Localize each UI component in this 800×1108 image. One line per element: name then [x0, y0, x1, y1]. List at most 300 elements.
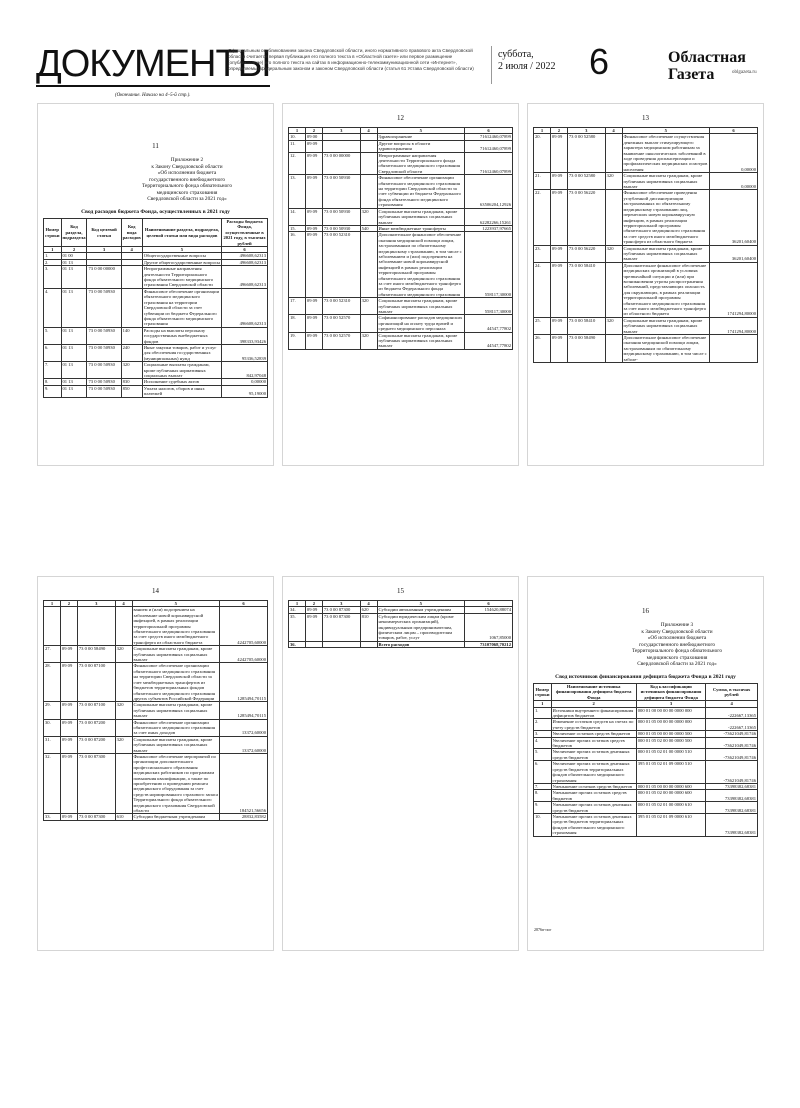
column-number: 4: [706, 701, 758, 707]
doc-page-15: [282, 576, 519, 951]
table-cell: Увеличение прочих остатков денежных средств бюджетов: [551, 749, 636, 761]
appendix-line: Приложение 2: [170, 157, 204, 163]
column-header: Номер строки: [44, 219, 62, 247]
column-number: 2: [305, 128, 322, 134]
table-cell: 3.: [44, 266, 62, 289]
table-row: [44, 753, 268, 813]
table-cell: 73 0 00 56220: [567, 190, 605, 245]
table-cell: Дополнительное финансовое обеспечение медицинских организаций в условиях чрезвычайной ситуации и (или) при возникновении угрозы распространения заболеваний, представляющих опасность для окружающих, в рамках реализации территориальной программы обязательного медицинского страхования за счет иного межбюджетного трансферта из областного бюджета: [622, 262, 710, 317]
table-cell: Субсидии юридическим лицам (кроме некоммерческих организаций), индивидуальным предпринимателям, физическим лицам – производителям товаров, работ, услуг: [377, 613, 465, 641]
expenses-table: [43, 218, 268, 398]
table-cell: 395 01 05 02 01 09 0000 510: [636, 761, 706, 784]
table-cell: 23.: [534, 245, 551, 262]
table-cell: 5.: [534, 749, 552, 761]
table-cell: Социальные выплаты гражданам, кроме публичных нормативных социальных выплат: [377, 332, 465, 349]
table-cell: 14.: [289, 208, 306, 225]
table-row: [44, 814, 268, 820]
column-number: 3: [322, 128, 360, 134]
table-cell: 0,00000: [710, 134, 758, 173]
table-cell: 496608,62313: [222, 288, 268, 327]
table-cell: 16.: [289, 232, 306, 298]
table-cell: 73 0 00 52580: [567, 134, 605, 173]
table-cell: 09 09: [60, 736, 77, 753]
table-cell: 62282266,15261: [465, 208, 513, 225]
table-row: [534, 707, 758, 719]
table-row: [289, 152, 513, 175]
table-cell: 1.: [44, 253, 62, 259]
table-row: [44, 663, 268, 702]
table-cell: 000 01 05 02 01 00 0000 610: [636, 802, 706, 814]
appendix-caption: [601, 622, 753, 668]
doc-page-13: [527, 103, 764, 466]
table-row: [534, 335, 758, 363]
table-cell: 33.: [44, 814, 61, 820]
table-cell: 000 01 05 00 00 00 0000 000: [636, 719, 706, 731]
table-cell: 73 0 00 87300: [322, 613, 360, 641]
table-cell: 73 0 00 87200: [77, 719, 115, 736]
table-cell: 71612460,07899: [465, 140, 513, 152]
table-cell: 000 01 05 02 00 00 0000 500: [636, 737, 706, 749]
column-header: Код классификации источников финансирования дефицита бюджета Фонда: [636, 684, 706, 701]
table-cell: 1285494,70115: [220, 663, 268, 702]
table-cell: 184521,56656: [220, 753, 268, 813]
expenses-table: [533, 127, 758, 363]
column-number: 5: [377, 601, 465, 607]
continuation-note: (Окончание. Начало на 4–5-й стр.).: [115, 93, 191, 98]
table-row: [534, 317, 758, 334]
table-row: [289, 140, 513, 152]
table-cell: [605, 134, 622, 173]
page-number: 6: [589, 41, 610, 82]
table-title: Свод расходов бюджета Фонда, осуществленных в 2021 году: [81, 208, 230, 215]
table-cell: 73 0 00 52310: [322, 232, 360, 298]
table-cell: [360, 315, 377, 332]
column-number: 1: [289, 128, 306, 134]
table-cell: 73 0 00 50930: [87, 362, 121, 379]
table-row: [289, 613, 513, 641]
table-cell: 09 09: [305, 315, 322, 332]
table-cell: 73 0 00 87200: [77, 736, 115, 753]
doc-page-number: 12: [397, 114, 404, 122]
table-cell: Софинансирование расходов медицинских организаций на оплату труда врачей и среднего медицинского персонала: [377, 315, 465, 332]
table-cell: 13372,60000: [220, 719, 268, 736]
column-number: 6: [710, 128, 758, 134]
table-cell: 71612460,07899: [465, 152, 513, 175]
table-cell: 09 09: [305, 613, 322, 641]
table-row: [289, 175, 513, 208]
column-number: 3: [567, 128, 605, 134]
column-number: 1: [534, 128, 551, 134]
table-cell: 2.: [44, 259, 62, 265]
table-cell: -73621049,81746: [706, 731, 758, 737]
column-number: 3: [87, 247, 121, 253]
table-cell: 09 09: [60, 753, 77, 813]
table-cell: [115, 753, 132, 813]
appendix-line: медицинского страхования: [646, 654, 708, 661]
newspaper-site: oblgazeta.ru: [732, 70, 757, 75]
table-cell: Другие вопросы в области здравоохранения: [377, 140, 465, 152]
table-cell: 73 0 00 58410: [567, 317, 605, 334]
table-cell: 01 13: [61, 385, 87, 397]
table-cell: 320: [115, 702, 132, 719]
table-cell: 000 01 05 02 00 00 0000 600: [636, 790, 706, 802]
column-number: 2: [551, 701, 636, 707]
table-cell: Увеличение прочих остатков средств бюджетов: [551, 737, 636, 749]
table-cell: 09 09: [305, 607, 322, 613]
table-row: [44, 736, 268, 753]
table-cell: 6.: [44, 344, 62, 361]
table-cell: 44547,77802: [465, 315, 513, 332]
table-cell: [360, 152, 377, 175]
table-cell: -73621049,81746: [706, 737, 758, 749]
table-cell: Дополнительное финансовое обеспечение оказания медицинской помощи лицам, застрахованным по обязательному медицинскому страхованию, в том числе с заболеванием и (или) подозрением на заболевание новой коронавирусной инфекцией в рамках реализации территориальной программы обязательного медицинского страхования за счет иного межбюджетного трансферта из бюджета Федерального фонда обязательного медицинского страхования: [377, 232, 465, 298]
table-cell: 09 09: [60, 814, 77, 820]
doc-page-number: 15: [397, 587, 404, 595]
table-cell: 09 09: [305, 232, 322, 298]
table-cell: 09 09: [60, 646, 77, 663]
doc-page-11: [37, 103, 274, 466]
table-cell: 35.: [289, 613, 306, 641]
table-cell: 1285494,70115: [220, 702, 268, 719]
table-cell: 1067,85000: [465, 613, 513, 641]
table-cell: 320: [360, 208, 377, 225]
column-number: 3: [77, 601, 115, 607]
doc-page-number: 11: [152, 142, 159, 150]
table-cell: 09 09: [550, 262, 567, 317]
table-row: [44, 327, 268, 344]
column-number: 2: [550, 128, 567, 134]
appendix-line: «Об исполнении бюджета: [157, 170, 217, 176]
table-row: [289, 332, 513, 349]
table-cell: 240: [121, 344, 142, 361]
table-cell: Социальные выплаты гражданам, кроме публичных нормативных социальных выплат: [132, 736, 220, 753]
table-cell: Социальные выплаты гражданам, кроме публичных нормативных социальных выплат: [132, 646, 220, 663]
table-cell: 09 09: [550, 190, 567, 245]
table-cell: 73 0 00 50930: [322, 175, 360, 208]
table-cell: 25.: [534, 317, 551, 334]
issue-date: [498, 49, 555, 73]
page-header: [36, 40, 766, 90]
table-cell: 73398382,68381: [706, 783, 758, 789]
table-cell: 09 09: [305, 225, 322, 231]
column-number: 1: [534, 701, 552, 707]
table-row: [44, 288, 268, 327]
doc-page-number: 16: [642, 607, 649, 615]
table-cell: 10.: [534, 813, 552, 836]
table-cell: 31.: [44, 736, 61, 753]
table-cell: 09 09: [305, 208, 322, 225]
doc-page-12: [282, 103, 519, 466]
table-cell: 9.: [534, 802, 552, 814]
table-cell: 13372,60000: [220, 736, 268, 753]
table-row: [534, 737, 758, 749]
appendix-line: Свердловской области за 2021 год»: [147, 196, 227, 202]
table-row: [534, 731, 758, 737]
column-header: Код вида расходов: [121, 219, 142, 247]
table-cell: Социальные выплаты гражданам, кроме публичных нормативных социальных выплат: [622, 317, 710, 334]
table-cell: 73 0 00 52580: [567, 173, 605, 190]
table-cell: Субсидии бюджетным учреждениям: [132, 814, 220, 820]
table-cell: Социальные выплаты гражданам, кроме публичных нормативных социальных выплат: [142, 362, 221, 379]
table-cell: [77, 607, 115, 646]
table-cell: 320: [605, 245, 622, 262]
table-cell: 09 09: [305, 175, 322, 208]
table-cell: Исполнение судебных актов: [142, 379, 221, 385]
table-cell: 73398382,68381: [706, 813, 758, 836]
table-cell: 09 09: [60, 719, 77, 736]
table-row: [289, 641, 513, 647]
table-cell: 71612460,07899: [465, 134, 513, 140]
appendix-caption: [111, 157, 263, 203]
newspaper-name-line1: Областная: [668, 49, 746, 66]
table-cell: 36201,60400: [710, 190, 758, 245]
column-header: Сумма, в тысячах рублей: [706, 684, 758, 701]
expenses-table: [288, 600, 513, 648]
table-cell: 63506204,12926: [465, 175, 513, 208]
column-number: 1: [289, 601, 306, 607]
table-cell: [360, 641, 377, 647]
table-cell: Субсидии автономным учреждениям: [377, 607, 465, 613]
doc-page-16: [527, 576, 764, 951]
table-cell: Непрограммные направления деятельности Территориального фонда обязательного медицинского страхования Свердловской области: [377, 152, 465, 175]
table-row: [534, 262, 758, 317]
newspaper-name: [668, 49, 746, 83]
table-cell: [121, 288, 142, 327]
table-cell: 36201,60400: [710, 245, 758, 262]
table-cell: 18.: [289, 315, 306, 332]
table-cell: 73 0 00 50930: [87, 327, 121, 344]
table-cell: 4.: [44, 288, 62, 327]
table-cell: 1741294,80000: [710, 317, 758, 334]
table-cell: 7.: [534, 783, 552, 789]
appendix-line: Территориального фонда обязательного: [632, 648, 722, 654]
table-cell: 830: [121, 379, 142, 385]
table-cell: Финансовое обеспечение мероприятий по организации дополнительного профессионального образования медицинских работников по программам повышения квалификации, а также по приобретению и проведению ремонта медицинского оборудования за счет средств нормированного страхового запаса Территориального фонда обязательного медицинского страхования Свердловской области: [133, 753, 218, 814]
table-cell: 09 09: [60, 663, 77, 702]
table-row: [534, 790, 758, 802]
table-cell: 140: [121, 327, 142, 344]
table-cell: Социальные выплаты гражданам, кроме публичных нормативных социальных выплат: [132, 702, 220, 719]
table-cell: 09 09: [550, 317, 567, 334]
table-cell: 34.: [289, 607, 306, 613]
table-cell: 1741294,80000: [710, 262, 758, 317]
table-row: [534, 802, 758, 814]
table-cell: 01 13: [61, 288, 87, 327]
table-row: [534, 190, 758, 245]
column-number: 1: [44, 247, 62, 253]
column-number: 4: [115, 601, 132, 607]
table-cell: 73 0 00 50930: [87, 385, 121, 397]
table-row: [44, 607, 268, 646]
expenses-table: [43, 600, 268, 821]
table-cell: 0,00000: [222, 379, 268, 385]
table-cell: 01 13: [61, 266, 87, 289]
table-cell: Общегосударственные вопросы: [142, 253, 221, 259]
table-row: [534, 719, 758, 731]
table-cell: 36.: [289, 641, 306, 647]
table-cell: 19.: [289, 332, 306, 349]
table-cell: Расходы на выплаты персоналу государственных внебюджетных фондов: [142, 327, 221, 344]
table-cell: 398333,93426: [222, 327, 268, 344]
publication-note: Официальным опубликованием закона Свердловской области, иного нормативного правового акта Свердловской области считается первая публикация его полного текста в «Областной газете» или первое размещение (опубликование) его полного текста на сайтах в информационно-телекоммуникационной сети «Интернет», определяемых федеральным законом и законом Свердловской области (статья 61 Устава Свердловской области): [228, 48, 474, 71]
newspaper-name-line2: Газета: [668, 66, 715, 83]
table-cell: 320: [360, 332, 377, 349]
table-cell: Уменьшение прочих остатков денежных средств бюджетов: [551, 802, 636, 814]
table-cell: 558117,30000: [465, 298, 513, 315]
table-cell: [360, 140, 377, 152]
column-number: 5: [142, 247, 221, 253]
table-cell: 320: [605, 317, 622, 334]
table-cell: 15.: [289, 225, 306, 231]
table-cell: 6.: [534, 761, 552, 784]
table-row: [44, 646, 268, 663]
column-number: 4: [121, 247, 142, 253]
table-cell: 496608,62313: [222, 259, 268, 265]
appendix-line: медицинского страхования: [156, 189, 218, 196]
table-cell: 73 0 00 87100: [77, 702, 115, 719]
column-number: 6: [220, 601, 268, 607]
table-cell: 5.: [44, 327, 62, 344]
table-row: [289, 232, 513, 298]
table-cell: 154620,88074: [465, 607, 513, 613]
table-row: [534, 134, 758, 173]
appendix-line: Приложение 3: [660, 622, 694, 628]
table-cell: 73 0 00 58490: [567, 335, 605, 363]
table-cell: [605, 335, 622, 363]
table-cell: 28832,83582: [220, 814, 268, 820]
column-header: Наименование источника финансирования дефицита бюджета Фонда: [551, 684, 636, 701]
table-cell: 320: [605, 173, 622, 190]
table-cell: 73 0 00 87300: [77, 753, 115, 813]
table-cell: Социальные выплаты гражданам, кроме публичных нормативных социальных выплат: [622, 245, 710, 262]
table-cell: 11.: [289, 140, 306, 152]
column-number: 5: [622, 128, 710, 134]
table-cell: 73 0 00 58410: [567, 262, 605, 317]
table-cell: 09 00: [305, 134, 322, 140]
table-cell: Иные закупки товаров, работ и услуг для обеспечения государственных (муниципальных) нужд: [142, 344, 221, 361]
issue-weekday: суббота,: [498, 49, 534, 60]
table-cell: 13.: [289, 175, 306, 208]
table-cell: 09 09: [550, 245, 567, 262]
table-cell: 73 0 00 52570: [322, 315, 360, 332]
table-cell: 4242705,60000: [220, 646, 268, 663]
table-cell: Уменьшение остатков средств бюджетов: [551, 783, 636, 789]
table-cell: 09 09: [305, 332, 322, 349]
table-row: [44, 702, 268, 719]
column-number: 4: [605, 128, 622, 134]
table-cell: Уплата налогов, сборов и иных платежей: [142, 385, 221, 397]
table-cell: 22.: [534, 190, 551, 245]
table-cell: [305, 641, 322, 647]
table-cell: 12.: [289, 152, 306, 175]
table-cell: 558117,30000: [465, 232, 513, 298]
table-cell: 000 01 05 00 00 00 0000 600: [636, 783, 706, 789]
table-cell: Финансовое обеспечение проведения углубленной диспансеризации застрахованных по обязательному медицинскому страхованию лиц, перенесших новую коронавирусную инфекцию, в рамках реализации территориальной программы обязательного медицинского страхования за счет средств иного межбюджетного трансферта из областного бюджета: [622, 190, 710, 245]
table-row: [44, 344, 268, 361]
table-cell: Дополнительное финансовое обеспечение оказания медицинской помощи лицам, застрахованным по обязательному медицинскому страхованию, в том числе с заболе-: [622, 335, 710, 363]
table-cell: [605, 190, 622, 245]
table-cell: 0,00000: [710, 173, 758, 190]
table-cell: 01 13: [61, 379, 87, 385]
appendix-line: государственного внебюджетного: [148, 176, 226, 183]
table-cell: 44547,77802: [465, 332, 513, 349]
table-row: [289, 208, 513, 225]
table-cell: [710, 335, 758, 363]
table-cell: [115, 663, 132, 702]
table-row: [289, 298, 513, 315]
column-header: Расходы бюджета Фонда, осуществленные в 2021 году, в тысячах рублей: [223, 219, 266, 246]
doc-page-number: 13: [642, 114, 649, 122]
column-number: 2: [61, 247, 87, 253]
appendix-line: Свердловской области за 2021 год»: [637, 661, 717, 667]
table-cell: Финансовое обеспечение осуществления денежных выплат стимулирующего характера медицинским работникам за выявление онкологических заболеваний в ходе проведения диспансеризации и профилактических медицинских осмотров населения: [622, 134, 710, 173]
doc-page-14: [37, 576, 274, 951]
table-cell: 3.: [534, 731, 552, 737]
table-cell: 73107068,70212: [465, 641, 513, 647]
table-cell: 21.: [534, 173, 551, 190]
table-cell: 73 0 00 87300: [322, 607, 360, 613]
table-cell: Иные межбюджетные трансферты: [377, 225, 465, 231]
table-cell: 09 09: [60, 702, 77, 719]
table-cell: 610: [115, 814, 132, 820]
table-cell: ванием и (или) подозрением на заболевание новой коронавирусной инфекцией, в рамках реализации территориальной программы обязательного медицинского страхования за счет средств иного межбюджетного трансферта из областного бюджета: [132, 607, 220, 646]
table-cell: 27.: [44, 646, 61, 663]
table-row: [534, 761, 758, 784]
table-cell: Финансовое обеспечение организации обязательного медицинского страхования на территории Свердловской области за счет субвенции из бюджета Федерального фонда обязательного медицинского страхования: [377, 175, 465, 208]
table-row: [289, 315, 513, 332]
table-cell: 73398382,68381: [706, 790, 758, 802]
document-code: 2876п-пог: [534, 927, 552, 932]
table-cell: 73 0 00 50930: [322, 225, 360, 231]
table-header-row: [534, 684, 758, 701]
table-cell: 000 01 00 00 00 00 0000 000: [636, 707, 706, 719]
column-number: 2: [60, 601, 77, 607]
column-number: 5: [132, 601, 220, 607]
header-divider: [491, 46, 492, 84]
column-header: Номер строки: [534, 684, 552, 701]
table-row: [534, 245, 758, 262]
deficit-sources-table: [533, 683, 758, 837]
table-cell: 9.: [44, 385, 62, 397]
table-cell: Другие общегосударственные вопросы: [143, 259, 221, 265]
column-number: 4: [360, 601, 377, 607]
table-cell: Уменьшение прочих остатков денежных средств бюджетов территориальных фондов обязательного медицинского страхования: [551, 813, 636, 836]
table-cell: Здравоохранение: [377, 134, 465, 140]
table-cell: Социальные выплаты гражданам, кроме публичных нормативных социальных выплат: [622, 173, 710, 190]
appendix-line: к Закону Свердловской области: [641, 628, 713, 635]
table-header-row: [44, 219, 268, 247]
table-cell: Финансовое обеспечение организации обязательного медицинского страхования на территории Свердловской области за счет межбюджетных трансфертов из бюджетов территориальных фондов обязательного медицинского страхования других субъектов Российской Федерации: [132, 663, 220, 702]
table-cell: 1.: [534, 707, 552, 719]
column-number: 6: [465, 128, 513, 134]
table-cell: 17.: [289, 298, 306, 315]
table-cell: 01 00: [61, 253, 87, 259]
table-cell: Уменьшение прочих остатков средств бюджетов: [551, 790, 636, 802]
table-row: [44, 719, 268, 736]
table-cell: 842,97048: [222, 362, 268, 379]
table-cell: 10.: [289, 134, 306, 140]
table-cell: Непрограммные направления деятельности Территориального фонда обязательного медицинского страхования Свердловской области: [142, 266, 221, 289]
column-header: Код раздела, подраздела: [61, 219, 87, 247]
table-cell: 73 0 00 87300: [77, 814, 115, 820]
table-cell: 30.: [44, 719, 61, 736]
table-cell: 73398382,68381: [706, 802, 758, 814]
table-cell: Социальные выплаты гражданам, кроме публичных нормативных социальных выплат: [377, 208, 465, 225]
column-number: 3: [322, 601, 360, 607]
table-cell: 8.: [44, 379, 62, 385]
table-cell: 2.: [534, 719, 552, 731]
table-cell: 320: [121, 362, 142, 379]
